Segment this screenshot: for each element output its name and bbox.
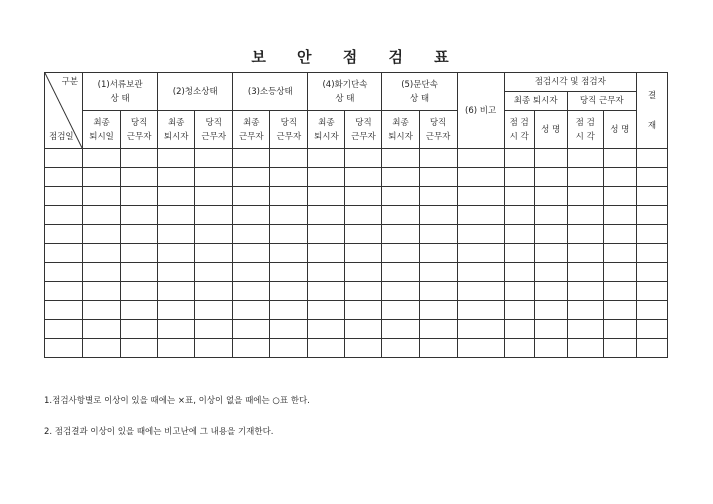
table-cell xyxy=(308,206,345,225)
table-row xyxy=(45,168,668,187)
table-cell xyxy=(270,225,308,244)
table-cell xyxy=(233,244,270,263)
table-cell xyxy=(121,320,158,339)
table-cell xyxy=(567,301,603,320)
table-cell xyxy=(308,339,345,358)
table-cell xyxy=(121,168,158,187)
table-cell xyxy=(83,206,121,225)
sub-duty-worker xyxy=(195,111,233,149)
table-cell xyxy=(158,168,195,187)
note-1: 1.점검사항별로 이상이 있을 때에는 ×표, 이상이 없을 때에는 ○표 한다. xyxy=(44,396,310,406)
table-cell xyxy=(158,206,195,225)
table-cell xyxy=(121,282,158,301)
table-cell xyxy=(158,320,195,339)
table-cell xyxy=(233,168,270,187)
table-row xyxy=(45,187,668,206)
table-cell xyxy=(345,149,382,168)
table-cell xyxy=(45,320,83,339)
sub-name: 성 명 xyxy=(603,111,636,149)
table-cell xyxy=(504,320,534,339)
table-cell xyxy=(270,339,308,358)
header-door-lock-status xyxy=(382,73,457,111)
header-final-leaver: 최종 퇴시자 xyxy=(504,92,567,111)
note-2: 2. 점검결과 이상이 있을 때에는 비고난에 그 내용을 기재한다. xyxy=(44,427,274,437)
table-cell xyxy=(534,149,567,168)
table-cell xyxy=(121,301,158,320)
table-cell xyxy=(504,263,534,282)
table-cell xyxy=(83,339,121,358)
table-cell xyxy=(45,168,83,187)
table-cell xyxy=(567,168,603,187)
sub-final-leaver xyxy=(308,111,345,149)
header-approval: 결 재 xyxy=(636,73,667,149)
table-cell xyxy=(158,263,195,282)
table-cell xyxy=(233,225,270,244)
table-cell xyxy=(567,187,603,206)
table-cell xyxy=(567,339,603,358)
table-cell xyxy=(636,339,667,358)
sub-label: 시 각 xyxy=(575,131,595,142)
sub-label: 당직 xyxy=(205,117,222,128)
table-cell xyxy=(233,206,270,225)
table-cell xyxy=(308,168,345,187)
table-cell xyxy=(504,339,534,358)
table-cell xyxy=(270,263,308,282)
table-cell xyxy=(382,282,419,301)
sub-label: 최종 xyxy=(243,117,260,128)
table-cell xyxy=(567,320,603,339)
table-cell xyxy=(233,263,270,282)
table-cell xyxy=(233,187,270,206)
header-fire-safety-line1: (4)화기단속 xyxy=(322,79,368,90)
table-cell xyxy=(270,168,308,187)
table-cell xyxy=(45,339,83,358)
sub-inspection-time xyxy=(567,111,603,149)
table-cell xyxy=(534,206,567,225)
table-cell xyxy=(457,168,504,187)
table-cell xyxy=(457,339,504,358)
table-cell xyxy=(504,149,534,168)
table-cell xyxy=(45,149,83,168)
table-cell xyxy=(121,149,158,168)
table-cell xyxy=(345,206,382,225)
table-cell xyxy=(45,282,83,301)
table-cell xyxy=(308,149,345,168)
table-cell xyxy=(308,187,345,206)
table-row xyxy=(45,320,668,339)
table-cell xyxy=(83,320,121,339)
table-cell xyxy=(158,339,195,358)
table-cell xyxy=(419,206,457,225)
table-cell xyxy=(382,168,419,187)
table-cell xyxy=(457,225,504,244)
table-cell xyxy=(345,301,382,320)
table-cell xyxy=(567,149,603,168)
corner-category-label: 구분 xyxy=(61,77,79,87)
table-cell xyxy=(534,301,567,320)
header-cleaning-status: (2)청소상태 xyxy=(158,73,233,111)
sub-label: 최종 xyxy=(167,117,185,128)
table-cell xyxy=(603,320,636,339)
table-cell xyxy=(195,282,233,301)
sub-final-worker xyxy=(233,111,270,149)
page-title: 보 안 점 검 표 xyxy=(251,48,462,66)
table-cell xyxy=(45,225,83,244)
sub-label: 점 검 xyxy=(509,117,529,128)
header-document-storage-line2: 상 태 xyxy=(110,93,130,104)
table-cell xyxy=(419,263,457,282)
table-cell xyxy=(382,244,419,263)
table-row xyxy=(45,225,668,244)
table-cell xyxy=(345,244,382,263)
table-cell xyxy=(233,282,270,301)
table-cell xyxy=(158,149,195,168)
table-cell xyxy=(195,320,233,339)
table-cell xyxy=(195,244,233,263)
table-cell xyxy=(345,225,382,244)
sub-label: 근무자 xyxy=(238,131,264,142)
header-duty-worker: 당직 근무자 xyxy=(567,92,636,111)
table-cell xyxy=(158,225,195,244)
table-cell xyxy=(270,187,308,206)
table-cell xyxy=(382,263,419,282)
table-cell xyxy=(121,206,158,225)
table-cell xyxy=(419,244,457,263)
table-cell xyxy=(636,225,667,244)
header-corner-cell xyxy=(45,73,83,149)
table-cell xyxy=(636,244,667,263)
sub-label: 퇴시자 xyxy=(388,131,413,142)
sub-label: 당직 xyxy=(355,117,372,128)
table-cell xyxy=(345,187,382,206)
table-cell xyxy=(636,149,667,168)
table-row xyxy=(45,206,668,225)
table-cell xyxy=(83,282,121,301)
table-cell xyxy=(158,244,195,263)
table-cell xyxy=(457,263,504,282)
table-row xyxy=(45,339,668,358)
table-row xyxy=(45,244,668,263)
table-cell xyxy=(195,206,233,225)
table-cell xyxy=(603,187,636,206)
sub-label: 근무자 xyxy=(425,131,451,142)
table-cell xyxy=(233,149,270,168)
sub-label: 당직 xyxy=(280,117,298,128)
table-cell xyxy=(195,187,233,206)
header-lights-off-status: (3)소등상태 xyxy=(233,73,308,111)
table-cell xyxy=(504,244,534,263)
table-cell xyxy=(567,225,603,244)
table-cell xyxy=(567,206,603,225)
table-cell xyxy=(457,320,504,339)
table-cell xyxy=(121,244,158,263)
table-cell xyxy=(233,320,270,339)
sub-label: 근무자 xyxy=(276,131,302,142)
table-cell xyxy=(121,263,158,282)
table-cell xyxy=(603,339,636,358)
table-cell xyxy=(270,149,308,168)
table-cell xyxy=(457,282,504,301)
table-cell xyxy=(83,301,121,320)
sub-label: 퇴시자 xyxy=(314,131,339,142)
table-cell xyxy=(534,225,567,244)
security-check-table xyxy=(44,72,668,358)
table-cell xyxy=(534,282,567,301)
table-cell xyxy=(457,187,504,206)
table-cell xyxy=(382,206,419,225)
table-cell xyxy=(270,320,308,339)
table-cell xyxy=(308,320,345,339)
header-document-storage xyxy=(83,73,158,111)
table-cell xyxy=(382,149,419,168)
table-cell xyxy=(308,244,345,263)
table-cell xyxy=(603,244,636,263)
sub-label: 최종 xyxy=(93,117,110,128)
table-cell xyxy=(45,187,83,206)
table-cell xyxy=(534,320,567,339)
table-cell xyxy=(636,168,667,187)
table-cell xyxy=(121,187,158,206)
table-cell xyxy=(382,187,419,206)
table-cell xyxy=(308,263,345,282)
table-cell xyxy=(534,244,567,263)
header-document-storage-line1: (1)서류보관 xyxy=(97,79,143,90)
sub-duty-worker xyxy=(270,111,308,149)
table-cell xyxy=(83,263,121,282)
sub-label: 근무자 xyxy=(351,131,376,142)
table-cell xyxy=(534,339,567,358)
header-remarks: (6) 비고 xyxy=(457,73,504,149)
table-row xyxy=(45,282,668,301)
table-cell xyxy=(504,282,534,301)
table-cell xyxy=(345,339,382,358)
sub-label: 퇴시일 xyxy=(89,131,114,142)
table-cell xyxy=(83,225,121,244)
table-cell xyxy=(419,187,457,206)
table-cell xyxy=(45,301,83,320)
table-cell xyxy=(603,225,636,244)
sub-label: 최종 xyxy=(392,117,409,128)
table-cell xyxy=(45,244,83,263)
table-cell xyxy=(270,206,308,225)
table-cell xyxy=(504,225,534,244)
table-cell xyxy=(504,187,534,206)
header-fire-safety-line2: 상 태 xyxy=(335,93,355,104)
table-cell xyxy=(457,206,504,225)
sub-label: 점 검 xyxy=(575,117,595,128)
table-cell xyxy=(419,339,457,358)
table-cell xyxy=(534,263,567,282)
header-door-lock-line2: 상 태 xyxy=(409,93,430,104)
sub-duty-worker xyxy=(121,111,158,149)
table-cell xyxy=(345,168,382,187)
table-cell xyxy=(270,282,308,301)
table-cell xyxy=(567,244,603,263)
table-cell xyxy=(603,168,636,187)
table-cell xyxy=(636,206,667,225)
table-cell xyxy=(345,263,382,282)
table-cell xyxy=(270,301,308,320)
sub-label: 근무자 xyxy=(126,131,152,142)
table-cell xyxy=(308,225,345,244)
table-cell xyxy=(158,187,195,206)
table-cell xyxy=(504,206,534,225)
table-cell xyxy=(233,339,270,358)
table-cell xyxy=(457,301,504,320)
table-cell xyxy=(567,263,603,282)
table-cell xyxy=(382,225,419,244)
table-cell xyxy=(603,149,636,168)
table-cell xyxy=(382,320,419,339)
sub-label: 최종 xyxy=(318,117,335,128)
table-cell xyxy=(419,282,457,301)
sub-label: 퇴시자 xyxy=(163,131,189,142)
table-cell xyxy=(636,320,667,339)
sub-duty-worker xyxy=(345,111,382,149)
table-cell xyxy=(121,339,158,358)
table-cell xyxy=(636,301,667,320)
table-cell xyxy=(158,301,195,320)
table-cell xyxy=(567,282,603,301)
table-cell xyxy=(45,263,83,282)
table-cell xyxy=(121,225,158,244)
table-cell xyxy=(419,320,457,339)
table-cell xyxy=(457,149,504,168)
table-row xyxy=(45,263,668,282)
table-cell xyxy=(195,225,233,244)
table-cell xyxy=(419,149,457,168)
table-cell xyxy=(83,149,121,168)
table-cell xyxy=(195,339,233,358)
header-inspection-time-and-inspector: 점검시각 및 점검자 xyxy=(504,73,636,92)
table-cell xyxy=(345,320,382,339)
table-cell xyxy=(195,168,233,187)
header-door-lock-line1: (5)문단속 xyxy=(401,79,438,90)
sub-label: 근무자 xyxy=(201,131,227,142)
table-cell xyxy=(636,282,667,301)
sub-final-leaver xyxy=(158,111,195,149)
table-cell xyxy=(83,244,121,263)
table-cell xyxy=(195,263,233,282)
table-cell xyxy=(636,263,667,282)
table-cell xyxy=(83,187,121,206)
table-cell xyxy=(504,301,534,320)
table-cell xyxy=(83,168,121,187)
table-cell xyxy=(603,206,636,225)
table-cell xyxy=(419,301,457,320)
table-cell xyxy=(345,282,382,301)
sub-final-leave-date xyxy=(83,111,121,149)
sub-name: 성 명 xyxy=(534,111,567,149)
sub-final-leaver xyxy=(382,111,419,149)
table-cell xyxy=(45,206,83,225)
table-cell xyxy=(603,301,636,320)
table-cell xyxy=(270,244,308,263)
table-cell xyxy=(382,301,419,320)
sub-duty-worker xyxy=(419,111,457,149)
table-cell xyxy=(534,168,567,187)
table-cell xyxy=(603,282,636,301)
table-cell xyxy=(382,339,419,358)
table-cell xyxy=(195,149,233,168)
table-cell xyxy=(504,168,534,187)
sub-label: 시 각 xyxy=(509,131,529,142)
corner-date-label: 점검일 xyxy=(49,132,74,142)
table-cell xyxy=(308,301,345,320)
sub-label: 당직 xyxy=(130,117,148,128)
table-row xyxy=(45,149,668,168)
table-cell xyxy=(308,282,345,301)
table-row xyxy=(45,301,668,320)
table-cell xyxy=(158,282,195,301)
table-cell xyxy=(233,301,270,320)
sub-label: 당직 xyxy=(429,117,447,128)
table-cell xyxy=(419,168,457,187)
table-cell xyxy=(195,301,233,320)
table-cell xyxy=(419,225,457,244)
sub-inspection-time xyxy=(504,111,534,149)
header-fire-safety-status xyxy=(308,73,382,111)
table-cell xyxy=(457,244,504,263)
table-cell xyxy=(636,187,667,206)
table-cell xyxy=(603,263,636,282)
table-cell xyxy=(534,187,567,206)
